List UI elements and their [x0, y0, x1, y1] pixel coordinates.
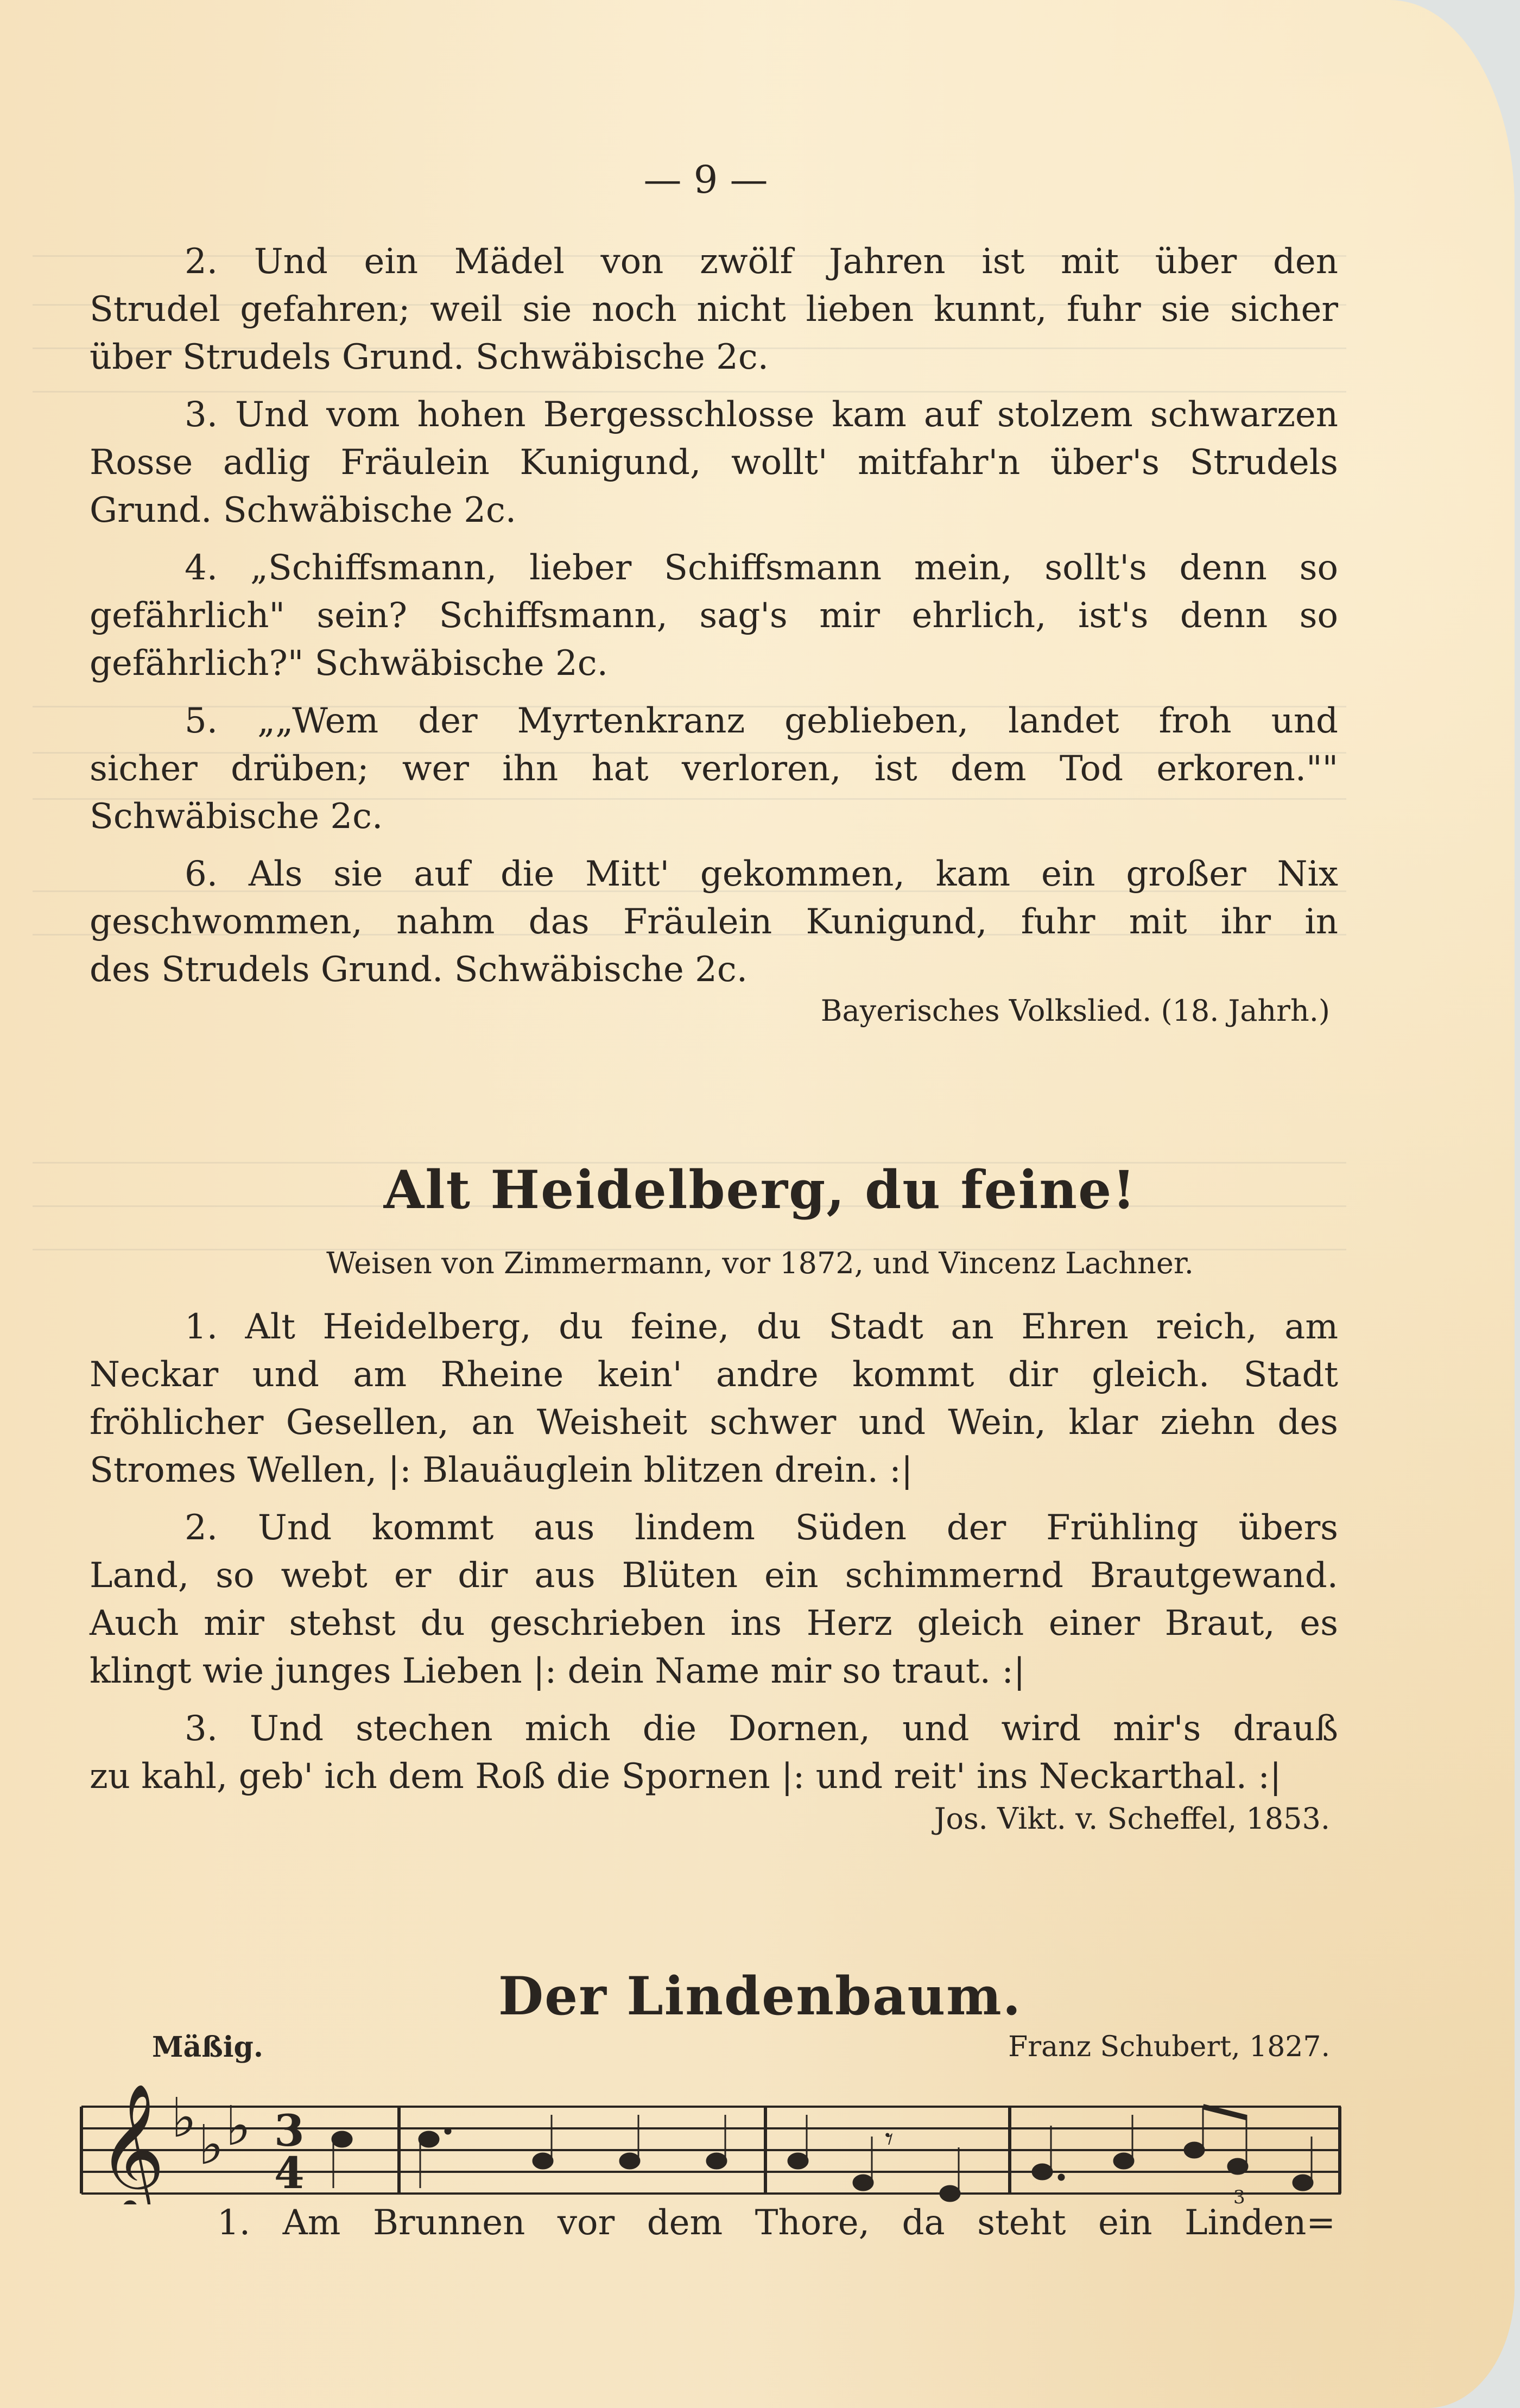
treble-clef-icon: 𝄞 [98, 2085, 166, 2204]
eighth-rest-icon: 𝄾 [885, 2120, 894, 2158]
song3-title: Der Lindenbaum. [498, 1965, 1022, 2027]
verse-line: 6. Als sie auf die Mitt' gekommen, kam ein großer Nix [185, 854, 1338, 894]
flat-icon: ♭ [171, 2086, 197, 2150]
music-staff [76, 2085, 1346, 2204]
song1-attribution: Bayerisches Volkslied. (18. Jahrh.) [820, 994, 1330, 1028]
verse-line: klingt wie junges Lieben |: dein Name mir so traut. :| [90, 1651, 1025, 1691]
verse-line: 5. „„Wem der Myrtenkranz geblieben, landet froh und [185, 701, 1338, 741]
verse-line: 3. Und stechen mich die Dornen, und wird mir's drauß [185, 1709, 1338, 1749]
beam [1203, 2107, 1246, 2118]
verse-line: Strudel gefahren; weil sie noch nicht lieben kunnt, fuhr sie sicher [90, 289, 1338, 330]
verse-line: Auch mir stehst du geschrieben ins Herz gleich einer Braut, es [90, 1603, 1338, 1644]
verse-line: 3. Und vom hohen Bergesschlosse kam auf stolzem schwarzen [185, 395, 1338, 435]
note [419, 2128, 451, 2188]
tempo-marking: Mäßig. [152, 2031, 263, 2064]
verse-line: gefährlich?" Schwäbische 2c. [90, 643, 608, 684]
verse-line: 2. Und kommt aus lindem Süden der Frühling übers [185, 1508, 1338, 1548]
note [788, 2115, 808, 2169]
staff-lines [81, 2107, 1341, 2194]
note [853, 2137, 873, 2190]
verse-line: gefährlich" sein? Schiffsmann, sag's mir ehrlich, ist's denn so [90, 596, 1338, 636]
verse-line: geschwommen, nahm das Fräulein Kunigund, fuhr mit ihr in [90, 902, 1338, 942]
note [1228, 2115, 1247, 2174]
composer-credit: Franz Schubert, 1827. [1008, 2031, 1330, 2063]
verse-line: Rosse adlig Fräulein Kunigund, wollt' mitfahr'n über's Strudels [90, 443, 1338, 483]
verse-line: Land, so webt er dir aus Blüten ein schimmernd Brautgewand. [90, 1556, 1338, 1596]
lyric-line: 1. Am Brunnen vor dem Thore, da steht ein Linden= [217, 2203, 1335, 2243]
note [332, 2132, 352, 2188]
flat-icon: ♭ [198, 2113, 224, 2177]
verse-line: Schwäbische 2c. [90, 797, 383, 837]
verse-line: über Strudels Grund. Schwäbische 2c. [90, 337, 769, 377]
verse-line: 2. Und ein Mädel von zwölf Jahren ist mit über den [185, 242, 1338, 282]
time-signature-top: 3 [274, 2105, 305, 2156]
note [940, 2147, 960, 2201]
time-signature-bottom: 4 [274, 2147, 305, 2198]
song2-subtitle: Weisen von Zimmermann, vor 1872, und Vincenz Lachner. [326, 1246, 1194, 1280]
triplet-mark: 3 [1233, 2186, 1245, 2204]
note [707, 2115, 726, 2169]
note [620, 2115, 639, 2169]
note [533, 2115, 553, 2169]
note [1293, 2137, 1313, 2190]
verse-line: Neckar und am Rheine kein' andre kommt dir gleich. Stadt [90, 1355, 1338, 1395]
verse-line: zu kahl, geb' ich dem Roß die Spornen |: und reit' ins Neckarthal. :| [90, 1756, 1282, 1797]
verse-line: des Strudels Grund. Schwäbische 2c. [90, 950, 748, 990]
page-number: — 9 — [643, 157, 768, 202]
verse-line: Stromes Wellen, |: Blauäuglein blitzen drein. :| [90, 1450, 913, 1490]
note [1114, 2115, 1133, 2169]
note [1185, 2107, 1204, 2158]
verse-line: sicher drüben; wer ihn hat verloren, ist dem Tod erkoren."" [90, 749, 1338, 789]
verse-line: 4. „Schiffsmann, lieber Schiffsmann mein, sollt's denn so [185, 548, 1338, 588]
verse-line: fröhlicher Gesellen, an Weisheit schwer und Wein, klar ziehn des [90, 1402, 1338, 1443]
verse-line: 1. Alt Heidelberg, du feine, du Stadt an Ehren reich, am [185, 1307, 1338, 1347]
song2-attribution: Jos. Vikt. v. Scheffel, 1853. [934, 1802, 1330, 1836]
flat-icon: ♭ [225, 2094, 251, 2158]
verse-line: Grund. Schwäbische 2c. [90, 490, 517, 530]
song2-title: Alt Heidelberg, du feine! [383, 1159, 1137, 1221]
